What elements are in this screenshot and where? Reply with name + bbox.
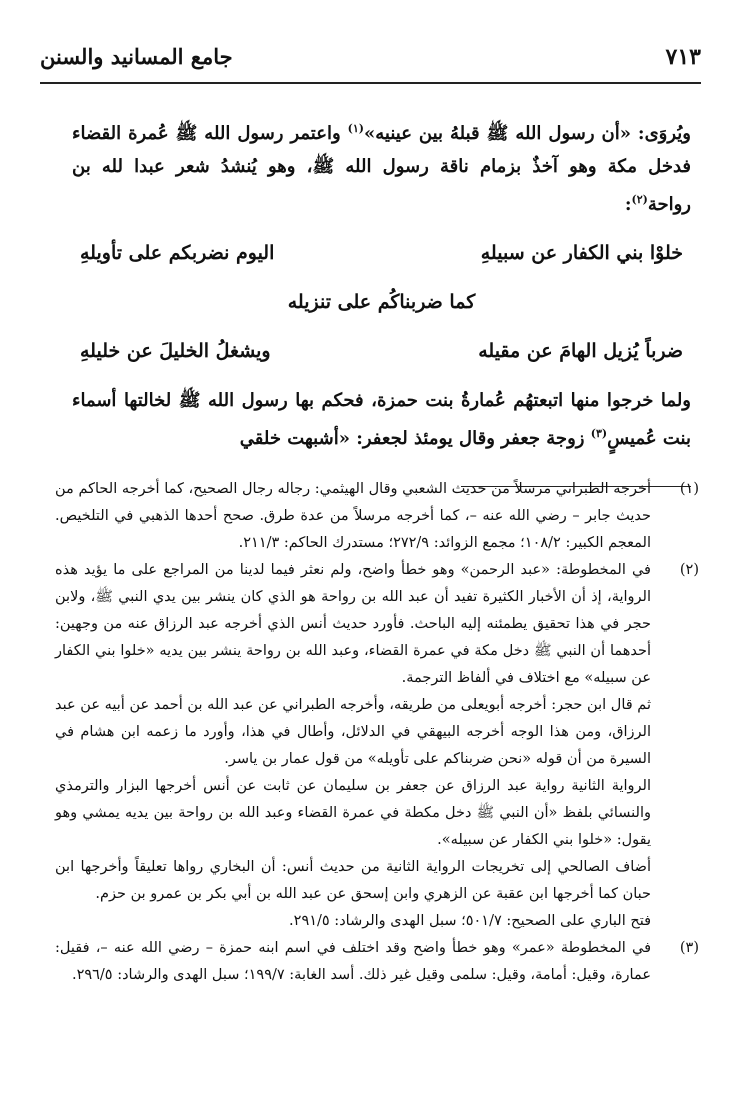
footnote-number: (٢)	[679, 562, 699, 578]
footnote-ref-3: (٣)	[590, 427, 608, 440]
footnote-ref-2: (٢)	[631, 193, 648, 206]
paragraph-1-text: ويُروَى: «أن رسول الله ﷺ قبلهُ بين عينيه»	[364, 123, 691, 144]
page-number: ٧١٣	[665, 44, 701, 70]
paragraph-1	[72, 112, 691, 221]
footnote-number: (١)	[679, 481, 699, 497]
poem-hemistich-3a: ضرباً يُزيل الهامَ عن مقيله	[478, 340, 683, 362]
paragraph-1b-end: :	[624, 194, 632, 215]
footnote-number: (٣)	[679, 940, 699, 956]
poem-verse-2: كما ضربناكُم على تنزيله	[287, 291, 476, 313]
footnote-3	[55, 935, 699, 989]
footnote-text: الرواية الثانية رواية عبد الرزاق عن جعفر بن سليمان عن ثابت عن أنس أخرجها البزار والترمذي والنسائي بلفظ «أن النبي ﷺ دخل مكطة في عمرة القضاء وعبد الله بن رواحة بين يديه يمشي وهو يقول: «خلوا بني الكفار عن سبيله».	[55, 778, 651, 848]
footnote-text: أخرجه الطبراني مرسلاً من حديث الشعبي وقال الهيثمي: رجاله رجال الصحيح، كما أخرجه الحاكم من حديث جابر – رضي الله عنه –، كما أخرجه مرسلاً من عدة طرق. صحح أحدها الذهبي في التلخيص. المعجم الكبير: ١٠٨/٢؛ مجمع الزوائد: ٢٧٢/٩؛ مستدرك الحاكم: ٢١١/٣.	[55, 481, 651, 551]
poem-hemistich-1b: اليوم نضربكم على تأويلهِ	[80, 242, 275, 264]
poem-verse-1	[72, 237, 691, 270]
footnote-ref-1: (١)	[347, 122, 364, 135]
running-header	[40, 42, 701, 84]
footnote-2	[55, 557, 699, 935]
poem-verse-3	[72, 335, 691, 368]
footnote-text: أضاف الصالحي إلى تخريجات الرواية الثانية من حديث أنس: أن البخاري رواها تعليقاً وأخرجها ابن حبان كما أخرجها ابن عقبة عن الزهري وابن إسحق عن عبد الله بن أبي بكر بن عمرو بن حزم.	[55, 859, 651, 902]
footnote-1	[55, 476, 699, 557]
footnote-text: فتح الباري على الصحيح: ٥٠١/٧؛ سبل الهدى والرشاد: ٢٩١/٥.	[289, 913, 651, 929]
footnotes	[55, 476, 699, 989]
footnote-text: ثم قال ابن حجر: أخرجه أبويعلى من طريقه، وأخرجه الطبراني عن عبد الله بن أحمد عن أبيه عن عبد الرزاق، ومن هذا الوجه أخرجه البيهقي في الدلائل، وأطال في هذا، وأورد ما زعمه ابن هشام في السيرة من أن قوله «نحن ضربناكم على تأويله» من قول عمار بن ياسر.	[55, 697, 651, 767]
poem-hemistich-3b: ويشغلُ الخليلَ عن خليلهِ	[80, 340, 271, 362]
poem-hemistich-1a: خلوْا بني الكفار عن سبيلهِ	[480, 242, 683, 264]
paragraph-2	[72, 384, 691, 455]
book-title: جامع المسانيد والسنن	[40, 44, 233, 69]
footnote-text: في المخطوطة: «عبد الرحمن» وهو خطأ واضح، ولم نعثر فيما لدينا من المراجع على ما يؤيد هذه الرواية، إذ أن الأخبار الكثيرة تفيد أن عبد الله بن رواحة هو الذي كان ينشر بين يدي النبي ﷺ، ولابن حجر في هذا تحقيق يطمئنه إليه الباحث. فأورد حديث أنس الذي أخرجه عبد الرزاق عنه من وجهين: أحدهما أن النبي ﷺ دخل مكة في عمرة القضاء، وعبد الله بن رواحة ينشر بين يديه «خلوا بني الكفار عن سبيله» مع اختلاف في ألفاظ الترجمة.	[55, 562, 651, 686]
paragraph-1b-text: واعتمر رسول الله ﷺ عُمرة القضاء فدخل مكة وهو آخذٌ بزمام ناقة رسول الله ﷺ، وهو يُنشدُ شعر عبدا لله بن رواحة	[72, 123, 691, 215]
footnote-text: في المخطوطة «عمر» وهو خطأ واضح وقد اختلف في اسم ابنه حمزة – رضي الله عنه –، فقيل: عمارة، وقيل: أمامة، وقيل: سلمى وقيل غير ذلك. أسد الغابة: ١٩٩/٧؛ سبل الهدى والرشاد: ٢٩٦/٥.	[55, 940, 651, 983]
paragraph-2-text: ولما خرجوا منها اتبعتهُم عُمارةُ بنت حمزة، فحكم بها رسول الله ﷺ لخالتها أسماء بنت عُميسٍ	[72, 390, 691, 449]
paragraph-2-end: زوجة جعفر وقال يومئذ لجعفر: «أشبهت خلقي	[239, 428, 591, 449]
main-text	[72, 112, 691, 455]
